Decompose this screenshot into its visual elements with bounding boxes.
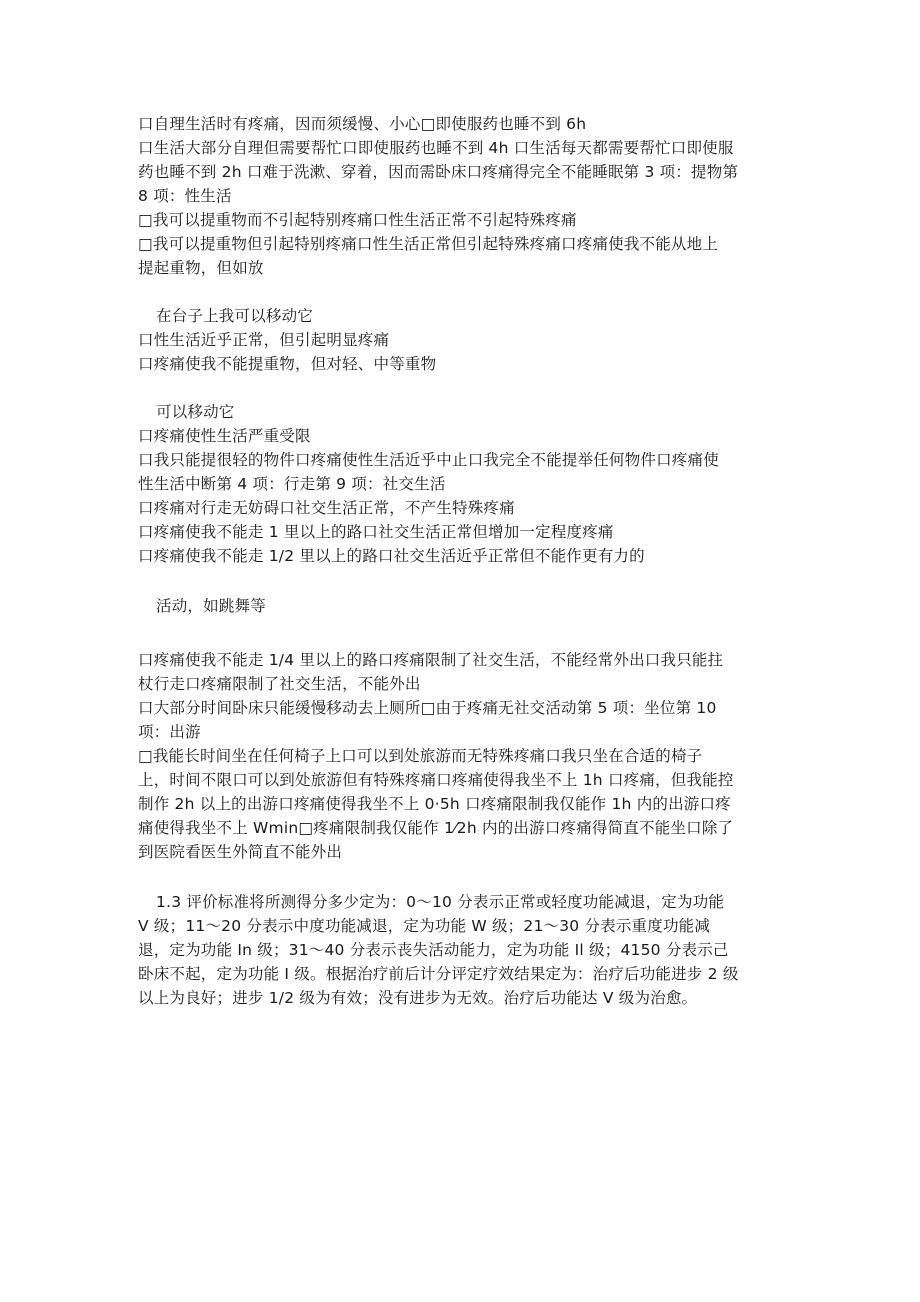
text-line: 口自理生活时有疼痛，因而须缓慢、小心□即使服药也睡不到 6h [138,115,587,133]
text-line: 口疼痛使我不能走 1/4 里以上的路口疼痛限制了社交生活，不能经常外出口我只能拄 [138,651,724,669]
text-line: 项：出游 [138,723,201,741]
text-line: V 级；11～20 分表示中度功能减退，定为功能 W 级；21～30 分表示重度功能减 [138,917,711,935]
text-line: 杖行走口疼痛限制了社交生活，不能外出 [138,675,421,693]
text-line: 口疼痛使性生活严重受限 [138,427,311,445]
text-line: 口性生活近乎正常，但引起明显疼痛 [138,331,390,349]
text-line: 退，定为功能 In 级；31～40 分表示丧失活动能力，定为功能 Il 级；4150 分表示己 [138,941,729,959]
text-line: 口大部分时间卧床只能缓慢移动去上厕所□由于疼痛无社交活动第 5 项：坐位第 10 [138,699,717,717]
document-body [138,112,788,1010]
text-line: 口疼痛使我不能走 1 里以上的路口社交生活正常但增加一定程度疼痛 [138,523,614,541]
text-line: 可以移动它 [156,403,235,421]
text-line: 到医院看医生外简直不能外出 [138,843,343,861]
text-line: 上，时间不限口可以到处旅游但有特殊疼痛口疼痛使得我坐不上 1h 口疼痛，但我能控 [138,771,734,789]
text-line: 性生活中断第 4 项：行走第 9 项：社交生活 [138,475,446,493]
text-line: 活动，如跳舞等 [156,597,266,615]
text-line: 痛使得我坐不上 Wmin□疼痛限制我仅能作 1⁄2h 内的出游口疼痛得简直不能坐口除了 [138,819,734,837]
text-line: 口疼痛对行走无妨碍口社交生活正常，不产生特殊疼痛 [138,499,515,517]
text-line: 制作 2h 以上的出游口疼痛使得我坐不上 0·5h 口疼痛限制我仅能作 1h 内的出游口疼 [138,795,731,813]
text-line: 口疼痛使我不能走 1/2 里以上的路口社交生活近乎正常但不能作更有力的 [138,547,645,565]
text-line: 药也睡不到 2h 口难于洗漱、穿着，因而需卧床口疼痛得完全不能睡眠第 3 项：提物第 [138,163,739,181]
text-line: 卧床不起，定为功能 I 级。根据治疗前后计分评定疗效结果定为：治疗后功能进步 2 级 [138,965,739,983]
text-line: □我可以提重物但引起特别疼痛口性生活正常但引起特殊疼痛口疼痛使我不能从地上 [138,235,719,253]
text-line: 在台子上我可以移动它 [156,307,314,325]
text-line: 以上为良好；进步 1/2 级为有效；没有进步为无效。治疗后功能达 V 级为治愈。 [138,989,698,1007]
text-line: 1.3 评价标准将所测得分多少定为：0～10 分表示正常或轻度功能减退，定为功能 [156,893,725,911]
text-line: 口我只能提很轻的物件口疼痛使性生活近乎中止口我完全不能提举任何物件口疼痛使 [138,451,719,469]
text-line: 口生活大部分自理但需要帮忙口即使服药也睡不到 4h 口生活每天都需要帮忙口即使服 [138,139,734,157]
text-line: 提起重物，但如放 [138,259,264,277]
text-line: □我可以提重物而不引起特别疼痛口性生活正常不引起特殊疼痛 [138,211,577,229]
text-line: □我能长时间坐在任何椅子上口可以到处旅游而无特殊疼痛口我只坐在合适的椅子 [138,747,703,765]
text-line: 8 项：性生活 [138,187,232,205]
text-line: 口疼痛使我不能提重物，但对轻、中等重物 [138,355,437,373]
